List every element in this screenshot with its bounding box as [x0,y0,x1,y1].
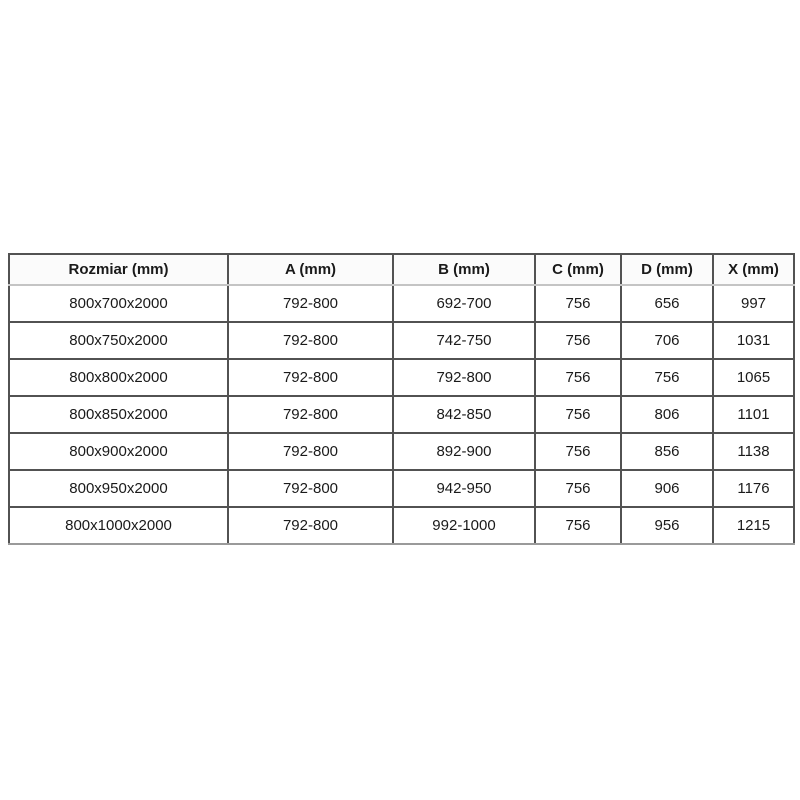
table-cell: 842-850 [393,396,535,433]
table-cell: 742-750 [393,322,535,359]
table-cell: 992-1000 [393,507,535,544]
table-row [9,285,794,322]
table-cell: 792-800 [228,285,393,322]
table-row [9,359,794,396]
table-cell: 800x800x2000 [9,359,228,396]
table-row [9,507,794,544]
table-cell: 956 [621,507,713,544]
table-cell: 806 [621,396,713,433]
column-header-rozmiar: Rozmiar (mm) [9,254,228,285]
table-row [9,470,794,507]
table-cell: 1138 [713,433,794,470]
table-cell: 756 [535,396,621,433]
table-header-row [9,254,794,285]
table-row [9,396,794,433]
table-cell: 856 [621,433,713,470]
table-cell: 756 [535,322,621,359]
table-cell: 1176 [713,470,794,507]
table-row [9,322,794,359]
table-cell: 892-900 [393,433,535,470]
table-cell: 792-800 [228,359,393,396]
table-cell: 756 [535,359,621,396]
table-cell: 756 [535,507,621,544]
table-row [9,433,794,470]
table-cell: 800x750x2000 [9,322,228,359]
column-header-x: X (mm) [713,254,794,285]
table-cell: 792-800 [228,507,393,544]
column-header-d: D (mm) [621,254,713,285]
table-cell: 692-700 [393,285,535,322]
table-cell: 792-800 [228,396,393,433]
table-cell: 792-800 [393,359,535,396]
column-header-b: B (mm) [393,254,535,285]
column-header-c: C (mm) [535,254,621,285]
column-header-a: A (mm) [228,254,393,285]
table-cell: 756 [535,285,621,322]
table-cell: 792-800 [228,322,393,359]
table-cell: 1215 [713,507,794,544]
table-cell: 800x850x2000 [9,396,228,433]
table-cell: 1031 [713,322,794,359]
table-cell: 792-800 [228,470,393,507]
dimensions-spec-table [8,253,795,545]
table-cell: 756 [535,470,621,507]
table-cell: 1101 [713,396,794,433]
table-cell: 800x900x2000 [9,433,228,470]
table-cell: 942-950 [393,470,535,507]
table-cell: 792-800 [228,433,393,470]
table-cell: 906 [621,470,713,507]
table-cell: 756 [535,433,621,470]
table-cell: 656 [621,285,713,322]
table-cell: 756 [621,359,713,396]
table-cell: 706 [621,322,713,359]
table-cell: 1065 [713,359,794,396]
table-cell: 800x1000x2000 [9,507,228,544]
table-cell: 997 [713,285,794,322]
table-cell: 800x950x2000 [9,470,228,507]
table-cell: 800x700x2000 [9,285,228,322]
